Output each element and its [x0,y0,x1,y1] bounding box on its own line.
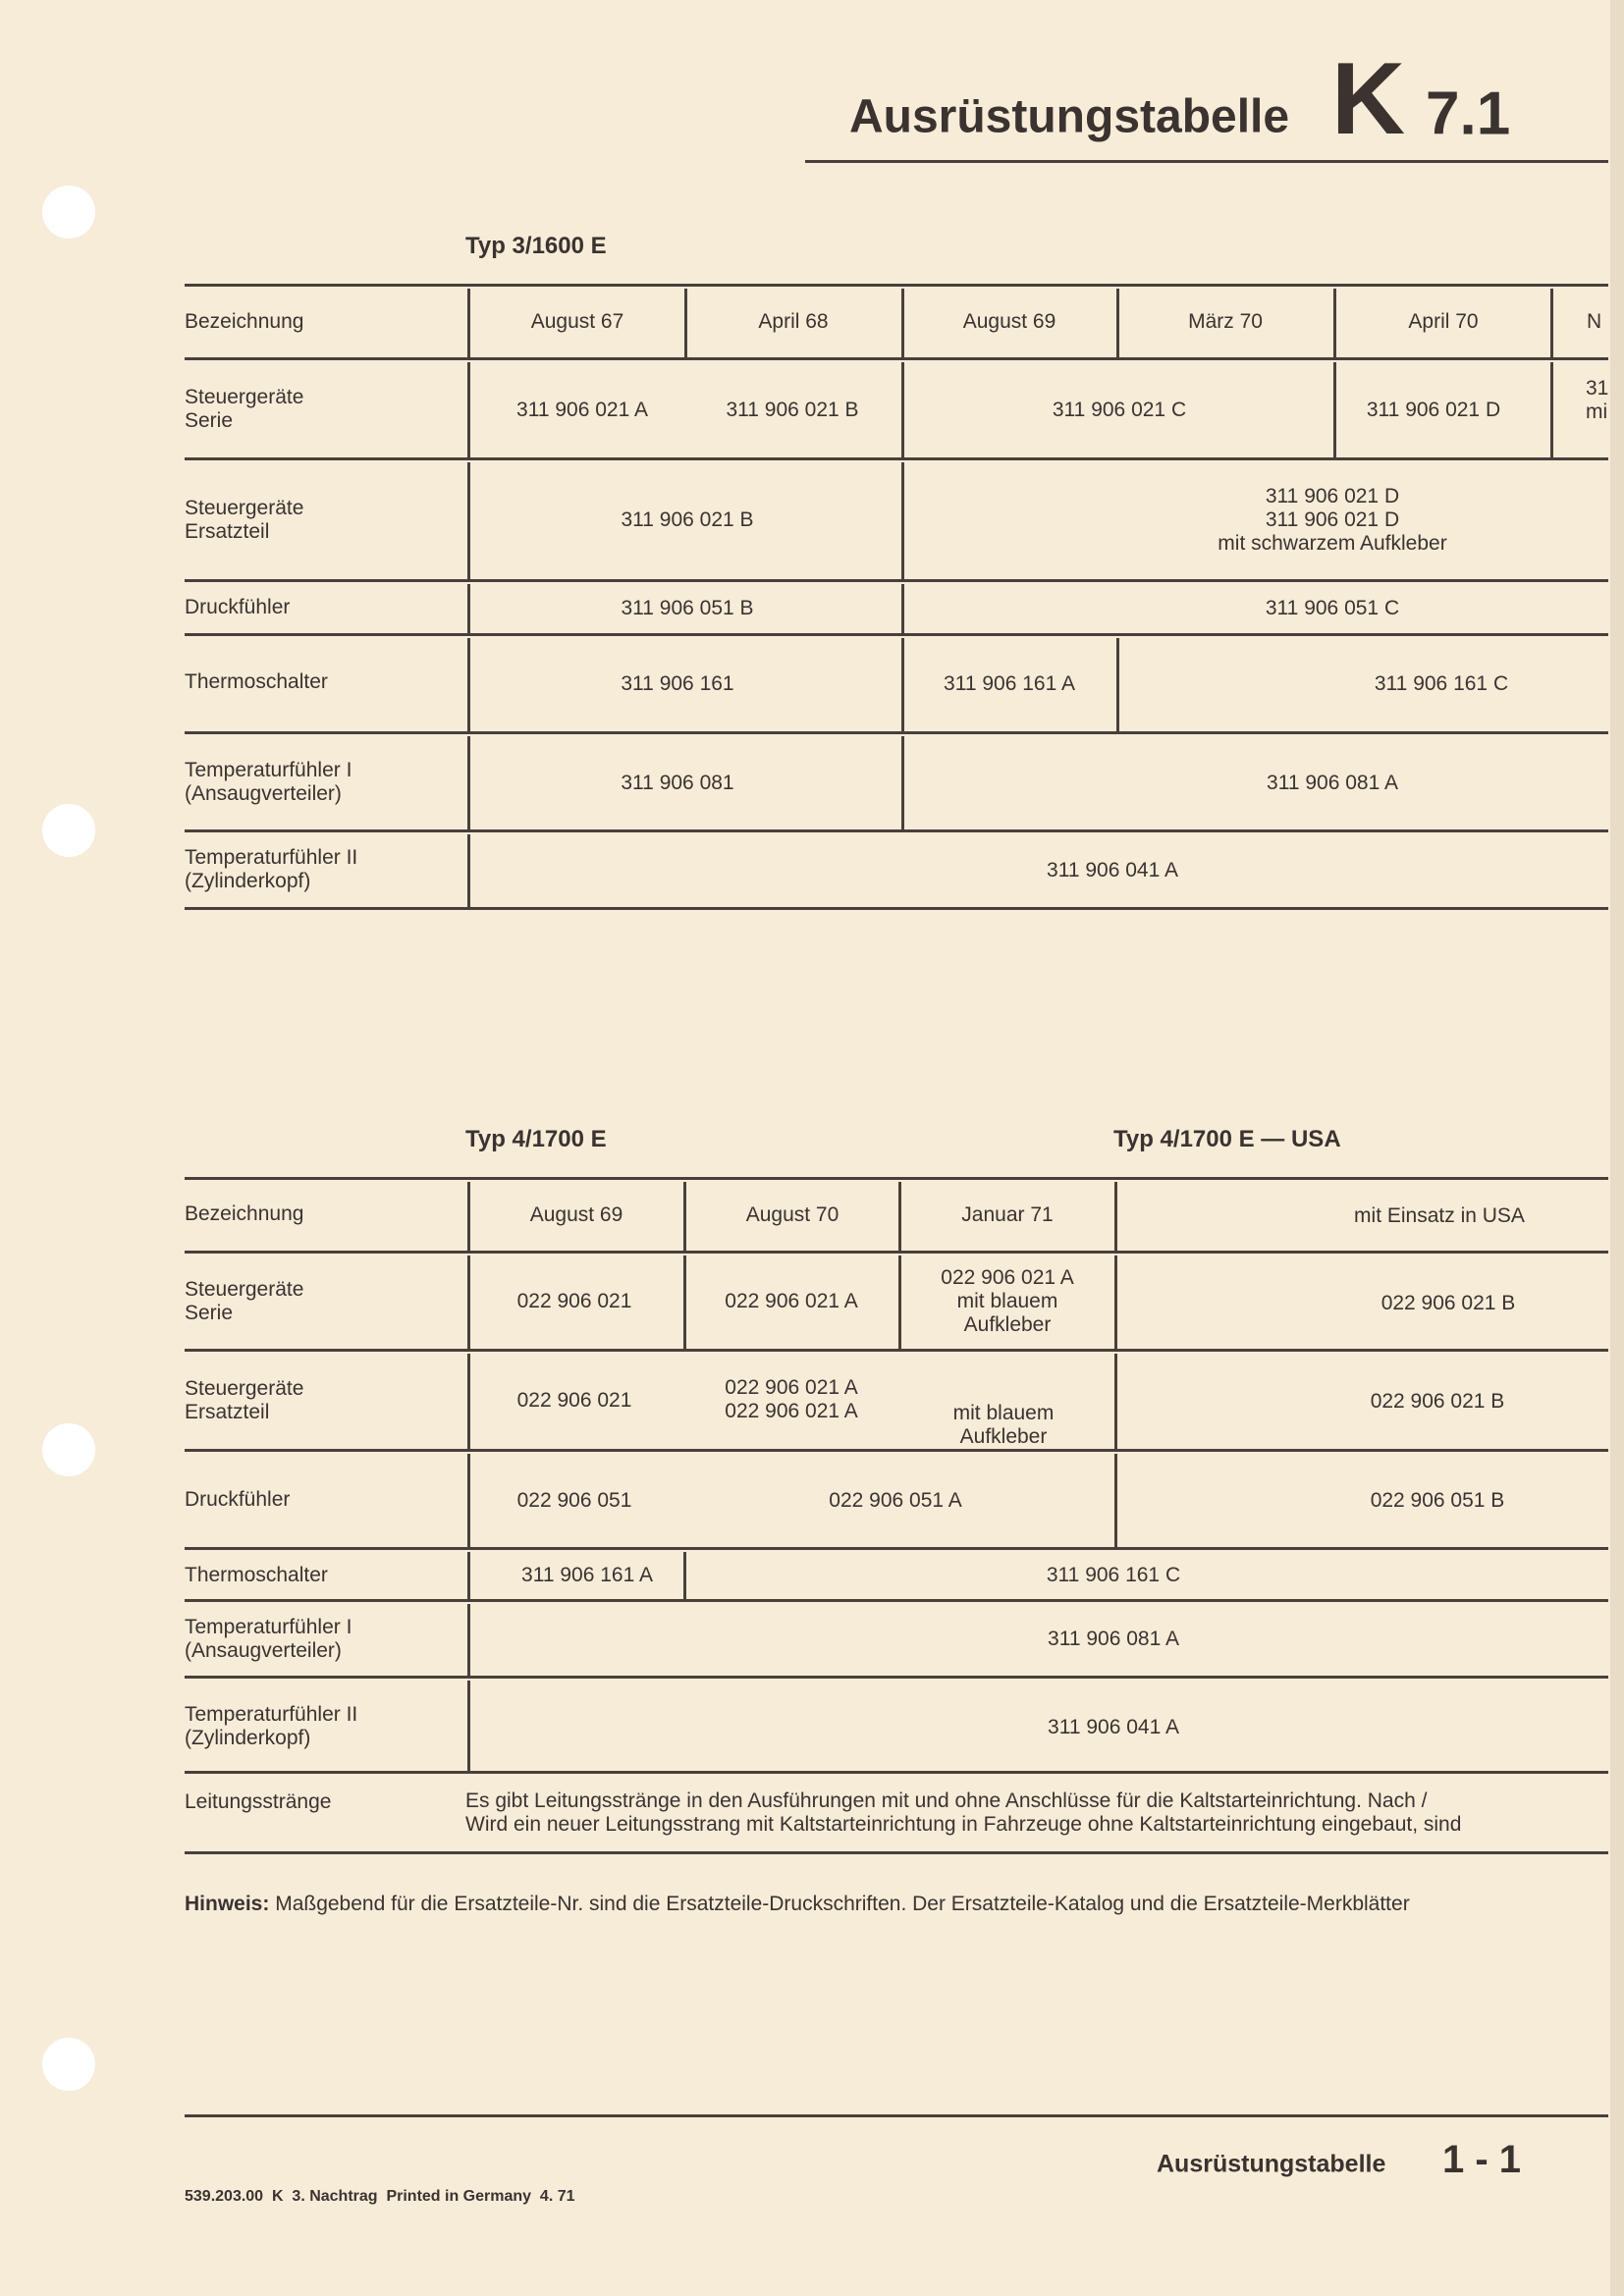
cell: 022 906 051 A [829,1488,962,1512]
cell: 022 906 021 A 022 906 021 A [725,1375,858,1422]
divider [805,160,1608,163]
cell: 022 906 021 [516,1388,632,1412]
row-label: Steuergeräte Serie [185,1278,304,1325]
column-header: Januar 71 [961,1202,1054,1226]
cell: 311 906 051 C [1265,596,1400,619]
column-header: August 69 [529,1202,623,1226]
cell: 022 906 051 B [1370,1488,1505,1512]
punch-hole [42,804,95,857]
cell: 311 906 081 A [1267,771,1398,794]
page-title: Ausrüstungstabelle [849,90,1290,143]
cell: 311 906 161 C [1046,1563,1181,1586]
row-label: Druckfühler [185,1487,291,1511]
cell: 311 906 161 A [521,1563,653,1586]
cell: 311 906 021 A [516,398,648,421]
row-label: Thermoschalter [185,1563,328,1586]
column-header: April 70 [1408,309,1479,333]
cell: 311 906 081 [621,771,734,794]
column-header: Bezeichnung [185,1201,304,1225]
type-label: Typ 3/1600 E [465,233,607,260]
cell: mit blauem Aufkleber [952,1401,1055,1448]
cell: 311 906 081 A [1048,1627,1179,1650]
cell: 311 906 051 B [621,596,754,619]
cell: 311 906 161 A [944,671,1075,695]
row-label: Leitungsstränge [185,1789,332,1813]
page-edge [1610,0,1624,2296]
cell: 311 906 021 B [621,507,754,531]
column-header: mit Einsatz in USA [1354,1203,1525,1227]
punch-hole [42,186,95,239]
cell: 022 906 021 A mit blauem Aufkleber [941,1265,1074,1337]
cell: 022 906 021 B [1380,1291,1516,1314]
cell: 311 906 161 C [1374,671,1509,695]
row-label: Temperaturfühler II (Zylinderkopf) [185,846,358,893]
cell: 31 mi [1586,377,1609,424]
row-label: Temperaturfühler II (Zylinderkopf) [185,1703,358,1750]
cell: 311 906 041 A [1048,1715,1179,1738]
column-header: Bezeichnung [185,309,304,333]
column-header: August 70 [745,1202,839,1226]
column-header: N [1587,309,1602,333]
cell: 311 906 021 B [726,398,859,421]
row-label: Steuergeräte Ersatzteil [185,1377,304,1424]
section-letter: K [1331,42,1406,157]
punch-hole [42,2038,95,2091]
cell: 022 906 021 B [1370,1389,1505,1413]
footer-title: Ausrüstungstabelle [1157,2150,1386,2178]
punch-hole [42,1423,95,1476]
row-label: Thermoschalter [185,669,328,693]
column-header: März 70 [1188,309,1263,333]
cell: 311 906 021 D [1366,398,1501,421]
cell: 311 906 041 A [1047,858,1178,881]
imprint: 539.203.00 K 3. Nachtrag Printed in Germany 4. 71 [185,2187,575,2205]
row-label: Druckfühler [185,595,291,618]
type-label-usa: Typ 4/1700 E — USA [1113,1126,1341,1153]
row-label: Steuergeräte Serie [185,386,304,433]
row-label: Temperaturfühler I (Ansaugverteiler) [185,1616,352,1663]
type-label: Typ 4/1700 E [465,1126,607,1153]
page-number: 1 - 1 [1442,2138,1522,2181]
section-number: 7.1 [1426,80,1511,148]
cell: 022 906 021 [516,1289,632,1312]
row-label: Steuergeräte Ersatzteil [185,497,304,544]
cell: 311 906 021 C [1052,398,1187,421]
column-header: April 68 [758,309,829,333]
cell: 022 906 051 [516,1488,632,1512]
column-header: August 67 [530,309,624,333]
row-label: Temperaturfühler I (Ansaugverteiler) [185,759,352,806]
cell: 311 906 161 [621,671,734,695]
column-header: August 69 [962,309,1056,333]
wiring-note: Es gibt Leitungsstränge in den Ausführungen mit und ohne Anschlüsse für die Kaltstarteinrichtung. Nach / Wird ein neuer Leitungsstrang mit Kaltstarteinrichtung in Fahrzeuge ohne Kaltstarteinrichtung eingebaut, sind [465,1789,1462,1837]
footer-divider [185,2114,1608,2117]
note: Hinweis: Maßgebend für die Ersatzteile-Nr. sind die Ersatzteile-Druckschriften. Der Ersatzteile-Katalog und die Ersatzteile-Merkblätter [185,1892,1410,1915]
cell: 311 906 021 D 311 906 021 D mit schwarzem Aufkleber [1218,484,1447,556]
cell: 022 906 021 A [725,1289,858,1312]
